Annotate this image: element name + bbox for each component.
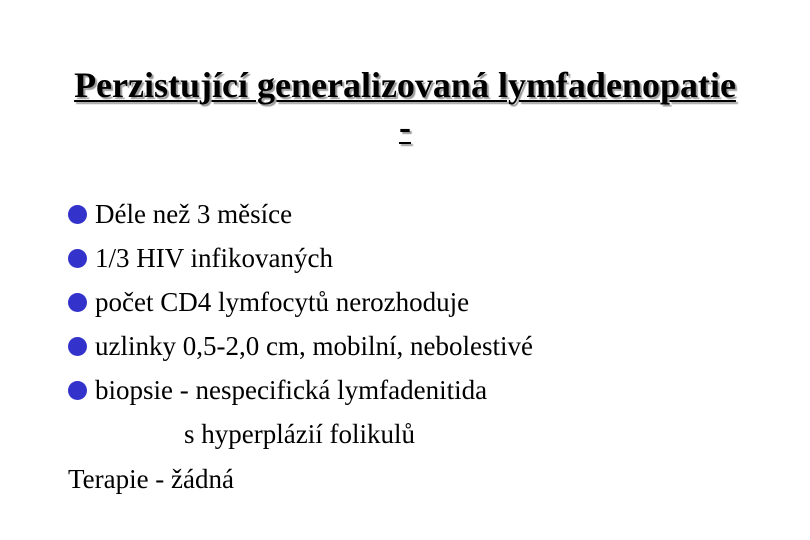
slide-title-line-2: - <box>399 107 411 147</box>
bullet-dot-icon <box>68 249 87 268</box>
slide-title <box>0 64 810 148</box>
bullet-dot-icon <box>68 381 87 400</box>
bullet-list <box>68 192 533 412</box>
bullet-dot-icon <box>68 337 87 356</box>
list-item-text: 1/3 HIV infikovaných <box>95 243 333 273</box>
list-item-text: počet CD4 lymfocytů nerozhoduje <box>95 287 470 317</box>
list-item-text: Déle než 3 měsíce <box>95 199 293 229</box>
therapy-text: Terapie - žádná <box>68 464 234 494</box>
list-item <box>68 324 533 368</box>
list-item <box>68 280 533 324</box>
list-item <box>68 192 533 236</box>
list-item-text: biopsie - nespecifická lymfadenitida <box>95 375 488 405</box>
list-item <box>68 236 533 280</box>
list-item-text: uzlinky 0,5-2,0 cm, mobilní, nebolestivé <box>95 331 533 361</box>
list-item <box>68 368 533 412</box>
slide-title-line-1: Perzistující generalizovaná lymfadenopatie <box>74 65 736 105</box>
bullet-dot-icon <box>68 205 87 224</box>
bullet-continuation-text: s hyperplázií folikulů <box>184 419 415 449</box>
bullet-dot-icon <box>68 293 87 312</box>
